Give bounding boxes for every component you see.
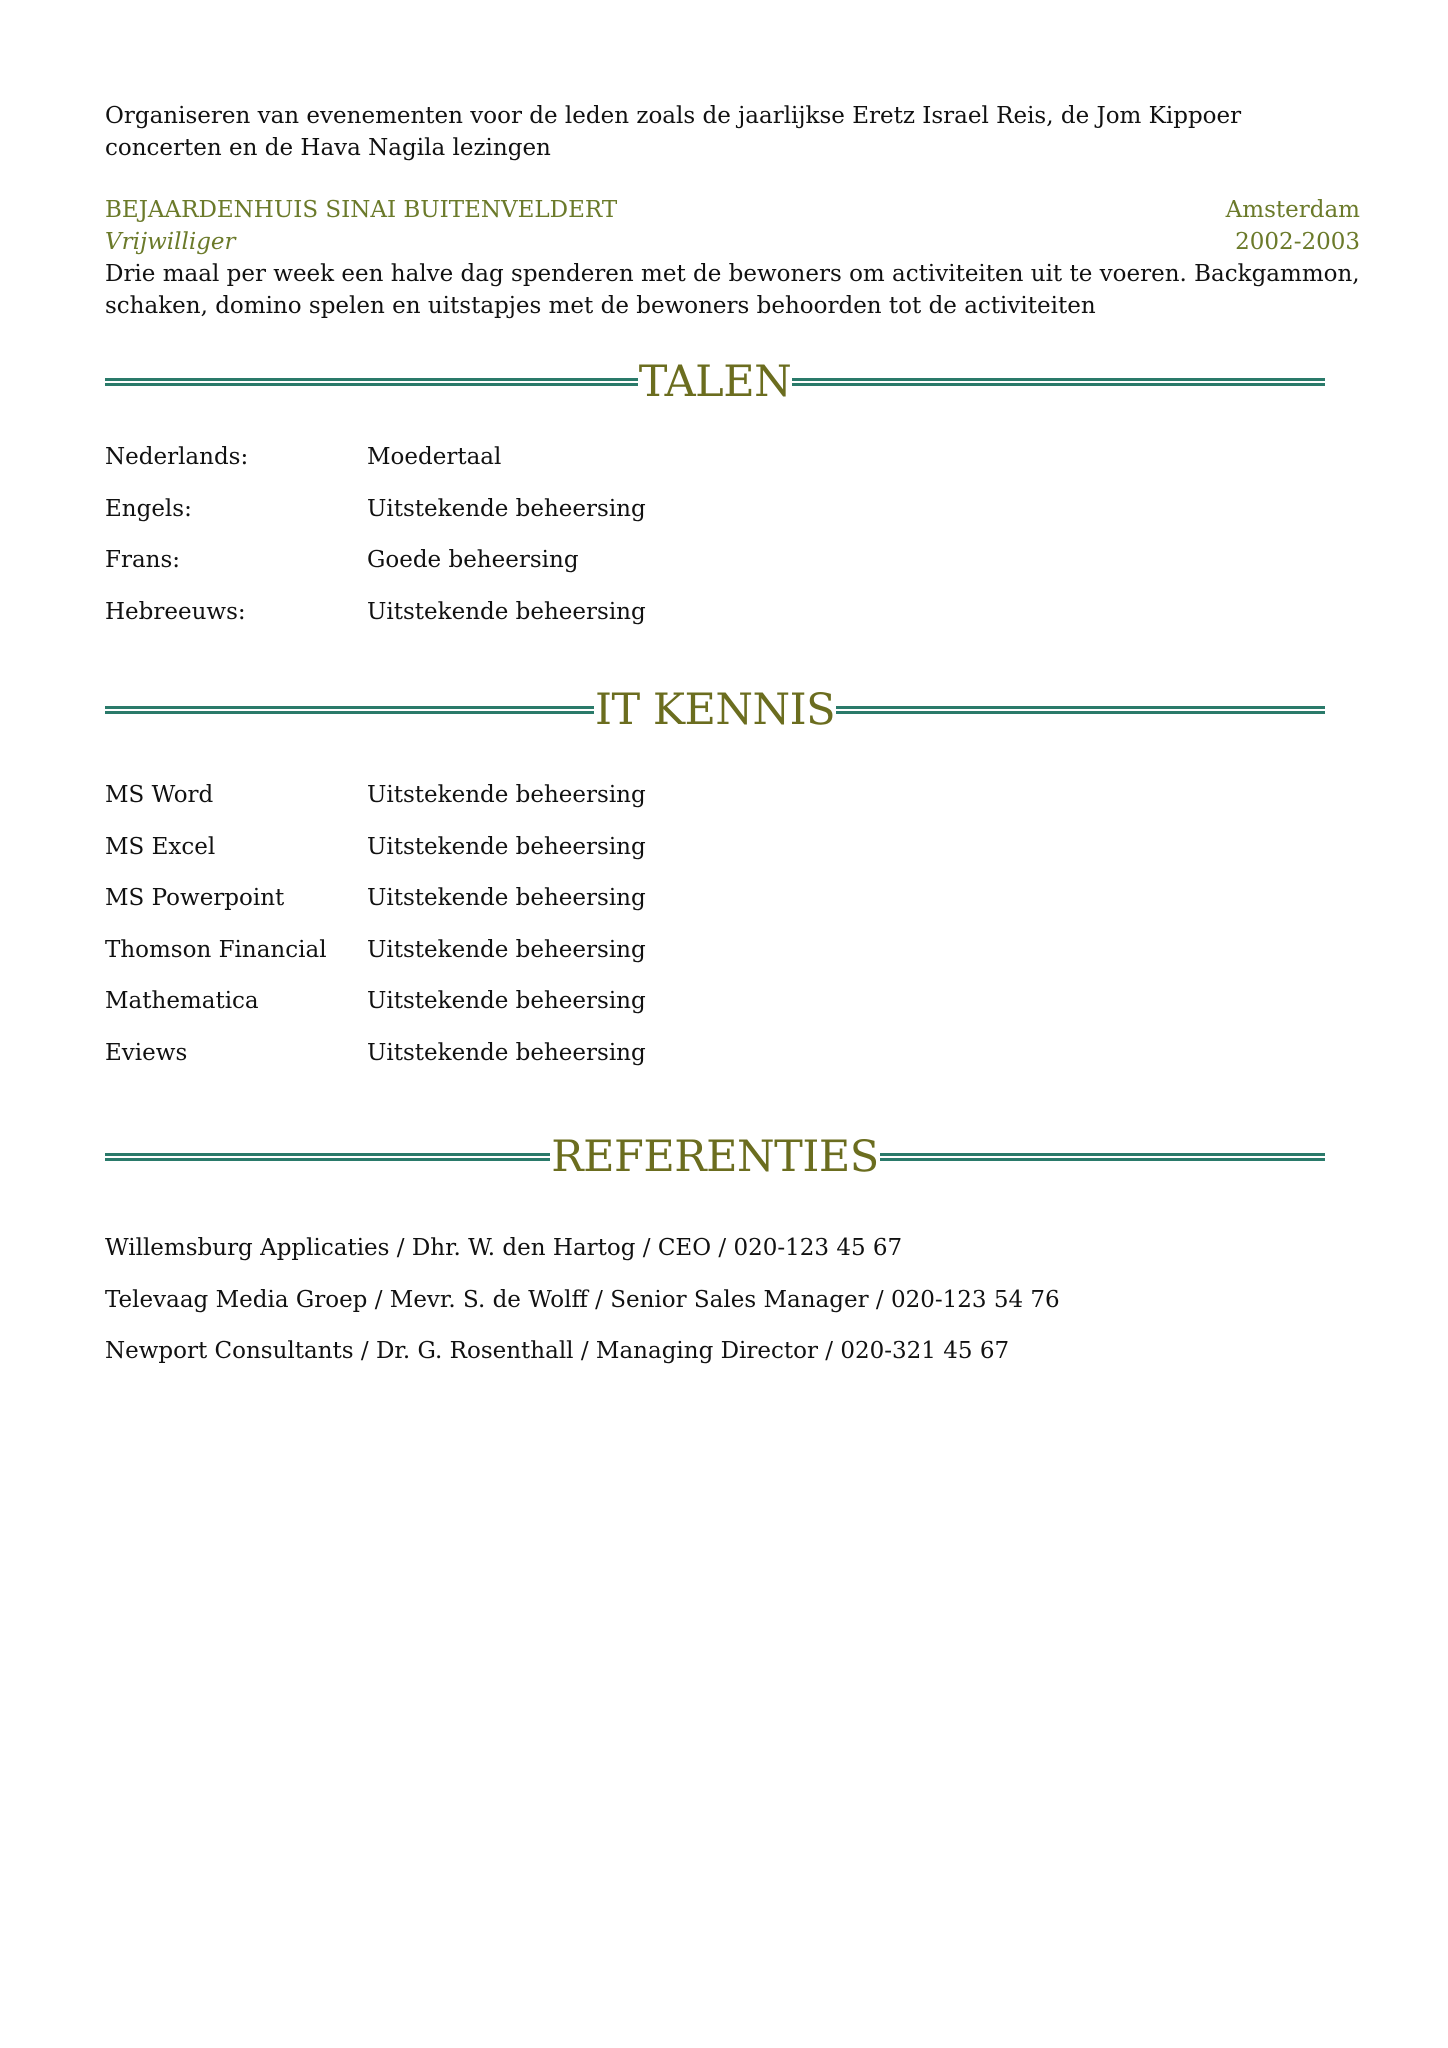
skill-label: Thomson Financial [105, 936, 327, 963]
skill-label: MS Excel [105, 833, 216, 860]
language-level: Moedertaal [367, 444, 502, 470]
section-title-it-kennis: IT KENNIS [594, 685, 836, 735]
skill-label: MS Word [105, 782, 214, 808]
table-row [105, 484, 1360, 536]
table-row [105, 535, 1360, 587]
skill-level: Uitstekende beheersing [367, 782, 646, 808]
skill-level: Uitstekende beheersing [367, 936, 646, 963]
section-heading-it-kennis [105, 682, 1325, 738]
section-title-referenties: REFERENTIES [551, 1132, 879, 1182]
skill-label: Eviews [105, 1039, 188, 1066]
experience-entry [105, 194, 1360, 322]
skill-level: Uitstekende beheersing [367, 833, 646, 860]
skill-level: Uitstekende beheersing [367, 1039, 646, 1066]
table-row [105, 873, 1360, 925]
language-level: Goede beheersing [367, 547, 579, 573]
table-row [105, 587, 1360, 639]
experience-header-row [105, 194, 1360, 226]
experience-location: Amsterdam [1225, 197, 1360, 223]
section-heading-talen [105, 354, 1325, 410]
language-label: Nederlands: [105, 444, 249, 470]
experience-period: 2002-2003 [1235, 229, 1360, 255]
heading-rule-right [792, 378, 1325, 386]
section-title-talen: TALEN [638, 357, 792, 407]
table-row [105, 770, 1360, 822]
list-item: Televaag Media Groep / Mevr. S. de Wolff / Senior Sales Manager / 020-123 54 76 [105, 1286, 1060, 1313]
list-item: Willemsburg Applicaties / Dhr. W. den Hartog / CEO / 020-123 45 67 [105, 1235, 903, 1261]
language-level: Uitstekende beheersing [367, 598, 646, 625]
language-label: Hebreeuws: [105, 598, 246, 625]
language-label: Frans: [105, 547, 181, 573]
intro-paragraph: Organiseren van evenementen voor de leden zoals de jaarlijkse Eretz Israel Reis, de Jom Kippoer concerten en de Hava Nagila lezingen [105, 103, 1242, 161]
language-level: Uitstekende beheersing [367, 495, 646, 522]
table-row [105, 925, 1360, 977]
heading-rule-left [105, 706, 594, 714]
it-skills-table [105, 770, 1360, 1079]
table-row [105, 1028, 1360, 1080]
skill-label: Mathematica [105, 988, 259, 1014]
cv-page [105, 100, 1360, 1378]
table-row [105, 432, 1360, 484]
skill-level: Uitstekende beheersing [367, 885, 646, 911]
heading-rule-right [836, 706, 1325, 714]
experience-description: Drie maal per week een halve dag spenderen met de bewoners om activiteiten uit te voeren. Backgammon, schaken, domino spelen en uitstapjes met de bewoners behoorden tot de activiteiten [105, 261, 1360, 319]
heading-rule-right [880, 1153, 1325, 1161]
experience-role: Vrijwilliger [105, 229, 236, 255]
skill-label: MS Powerpoint [105, 885, 285, 911]
heading-rule-left [105, 1153, 550, 1161]
language-label: Engels: [105, 495, 192, 522]
section-heading-referenties [105, 1129, 1325, 1185]
experience-organization: BEJAARDENHUIS SINAI BUITENVELDERT [105, 197, 618, 223]
references-list [105, 1223, 1360, 1378]
experience-subheader-row [105, 226, 1360, 258]
heading-rule-left [105, 378, 638, 386]
table-row [105, 822, 1360, 874]
list-item: Newport Consultants / Dr. G. Rosenthall / Managing Director / 020-321 45 67 [105, 1338, 1010, 1364]
languages-table [105, 432, 1360, 638]
skill-level: Uitstekende beheersing [367, 988, 646, 1014]
table-row [105, 976, 1360, 1028]
